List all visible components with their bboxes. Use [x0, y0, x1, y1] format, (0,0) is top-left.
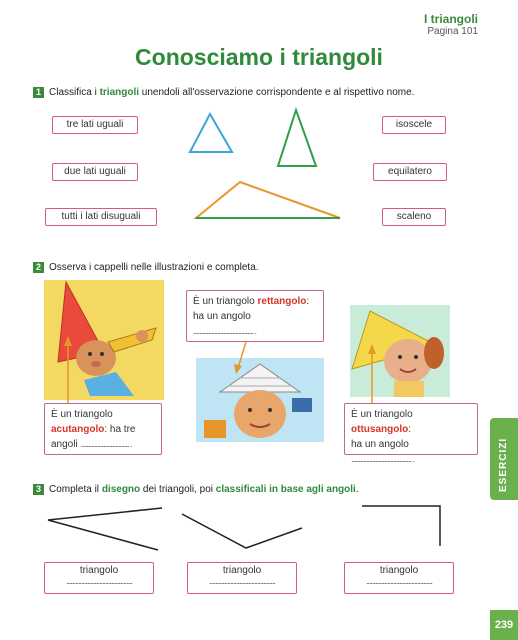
- exercise-2-instruction: 2 Osserva i cappelli nelle illustrazioni e completa.: [33, 262, 259, 273]
- exercise-3-number: 3: [33, 484, 44, 495]
- partial-triangle-3: [362, 506, 440, 546]
- partial-triangle-1: [48, 508, 162, 550]
- answer-dots-rettangolo[interactable]: ........................................ .: [193, 326, 257, 336]
- page-number: 239: [490, 610, 518, 640]
- label-isoscele[interactable]: isoscele: [382, 116, 446, 134]
- answer-dots-acutangolo[interactable]: ................................ .: [80, 439, 132, 449]
- exercise-3-instruction: 3 Completa il disegno dei triangoli, poi classificali in base agli angoli.: [33, 484, 359, 495]
- exercise-2-number: 2: [33, 262, 44, 273]
- partial-triangle-2: [182, 514, 302, 548]
- answer-box-2[interactable]: triangolo ............................................: [187, 562, 297, 594]
- answer-dots-ottusangolo[interactable]: ........................................ .: [351, 454, 415, 464]
- answer-box-1[interactable]: triangolo ............................................: [44, 562, 154, 594]
- box-ottusangolo: È un triangolo ottusangolo: ha un angolo ........................................ .: [344, 403, 478, 455]
- label-scaleno[interactable]: scaleno: [382, 208, 446, 226]
- label-equilatero[interactable]: equilatero: [373, 163, 447, 181]
- exercise-1-instruction: 1 Classifica i triangoli unendoli all'osservazione corrispondente e al rispettivo nome.: [33, 87, 414, 98]
- answer-box-3[interactable]: triangolo ............................................: [344, 562, 454, 594]
- section-title: I triangoli: [424, 12, 478, 26]
- side-tab-label: ESERCIZI: [498, 437, 509, 492]
- box-acutangolo: È un triangolo acutangolo: ha tre angoli ................................ .: [44, 403, 162, 455]
- label-tutti-lati-disuguali[interactable]: tutti i lati disuguali: [45, 208, 157, 226]
- page-reference: Pagina 101: [427, 26, 478, 37]
- page-title: Conosciamo i triangoli: [135, 44, 383, 70]
- side-tab: [490, 418, 518, 500]
- box-rettangolo: È un triangolo rettangolo: ha un angolo ........................................ .: [186, 290, 324, 342]
- label-due-lati-uguali[interactable]: due lati uguali: [52, 163, 138, 181]
- exercise-1-number: 1: [33, 87, 44, 98]
- label-tre-lati-uguali[interactable]: tre lati uguali: [52, 116, 138, 134]
